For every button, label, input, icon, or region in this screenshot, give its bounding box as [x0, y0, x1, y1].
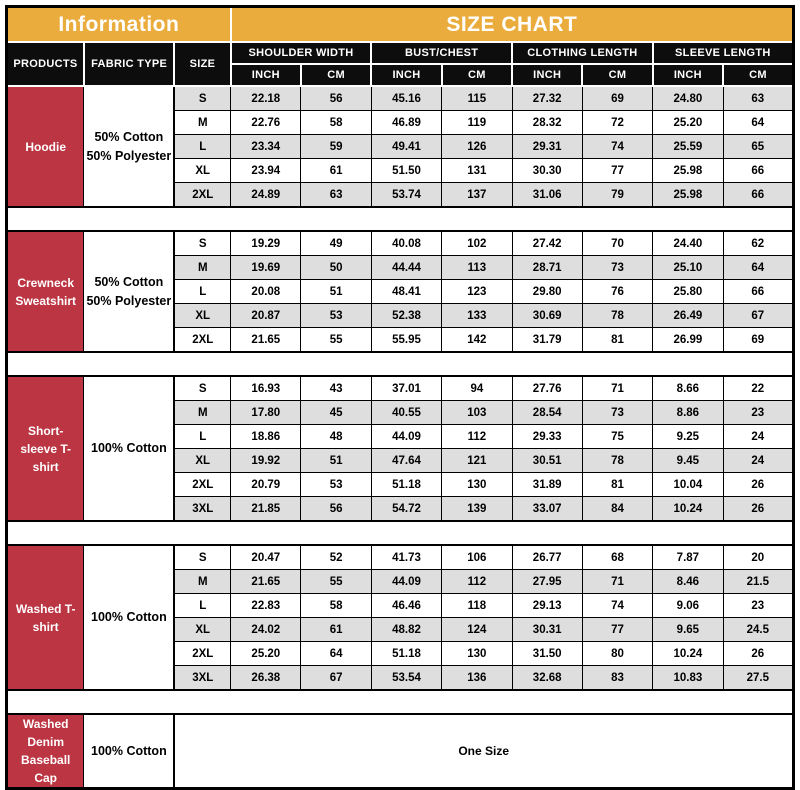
size-cell: L — [174, 594, 230, 618]
value-cell: 70 — [582, 231, 652, 256]
value-cell: 113 — [442, 256, 512, 280]
value-cell: 51 — [301, 449, 371, 473]
fabric-cell — [84, 376, 174, 521]
size-cell: S — [174, 376, 230, 401]
value-cell: 41.73 — [371, 545, 441, 570]
size-cell: 2XL — [174, 642, 230, 666]
value-cell: 121 — [442, 449, 512, 473]
value-cell: 51.18 — [371, 473, 441, 497]
value-cell: 55 — [301, 570, 371, 594]
separator-cell — [7, 352, 794, 376]
product-section-0 — [7, 86, 794, 207]
value-cell: 20.08 — [231, 280, 301, 304]
product-cell: Crewneck Sweatshirt — [7, 231, 84, 352]
product-section-2 — [7, 376, 794, 521]
value-cell: 29.33 — [512, 425, 582, 449]
value-cell: 21.85 — [231, 497, 301, 522]
value-cell: 45 — [301, 401, 371, 425]
value-cell: 49 — [301, 231, 371, 256]
size-cell: M — [174, 256, 230, 280]
unit-header-shoulder-cm: CM — [301, 64, 371, 86]
product-cell: Short-sleeve T-shirt — [7, 376, 84, 521]
value-cell: 66 — [723, 159, 793, 183]
section-separator — [7, 207, 794, 231]
value-cell: 9.25 — [653, 425, 723, 449]
section-separator — [7, 521, 794, 545]
value-cell: 30.30 — [512, 159, 582, 183]
size-row — [7, 86, 794, 111]
value-cell: 66 — [723, 183, 793, 208]
value-cell: 136 — [442, 666, 512, 691]
value-cell: 64 — [723, 111, 793, 135]
value-cell: 75 — [582, 425, 652, 449]
size-chart-table — [5, 5, 795, 790]
value-cell: 81 — [582, 473, 652, 497]
value-cell: 40.55 — [371, 401, 441, 425]
value-cell: 19.92 — [231, 449, 301, 473]
value-cell: 66 — [723, 280, 793, 304]
size-cell: 3XL — [174, 497, 230, 522]
fabric-cell — [84, 86, 174, 207]
value-cell: 26.38 — [231, 666, 301, 691]
value-cell: 48.41 — [371, 280, 441, 304]
size-cell: M — [174, 401, 230, 425]
size-cell: XL — [174, 304, 230, 328]
fabric-line: 50% Polyester — [86, 148, 172, 163]
value-cell: 130 — [442, 473, 512, 497]
value-cell: 19.69 — [231, 256, 301, 280]
section-separator — [7, 690, 794, 714]
value-cell: 20.47 — [231, 545, 301, 570]
value-cell: 76 — [582, 280, 652, 304]
value-cell: 53 — [301, 473, 371, 497]
value-cell: 80 — [582, 642, 652, 666]
col-header-bust-chest: BUST/CHEST — [371, 42, 512, 64]
value-cell: 28.71 — [512, 256, 582, 280]
product-cell: Washed T-shirt — [7, 545, 84, 690]
value-cell: 51.50 — [371, 159, 441, 183]
value-cell: 59 — [301, 135, 371, 159]
value-cell: 83 — [582, 666, 652, 691]
value-cell: 64 — [301, 642, 371, 666]
value-cell: 112 — [442, 570, 512, 594]
value-cell: 69 — [723, 328, 793, 353]
value-cell: 16.93 — [231, 376, 301, 401]
value-cell: 25.80 — [653, 280, 723, 304]
value-cell: 20.79 — [231, 473, 301, 497]
value-cell: 23 — [723, 401, 793, 425]
value-cell: 28.32 — [512, 111, 582, 135]
fabric-cell — [84, 545, 174, 690]
value-cell: 46.89 — [371, 111, 441, 135]
title-row — [7, 7, 794, 43]
value-cell: 20.87 — [231, 304, 301, 328]
value-cell: 69 — [582, 86, 652, 111]
value-cell: 51.18 — [371, 642, 441, 666]
value-cell: 22.76 — [231, 111, 301, 135]
table-header — [7, 7, 794, 87]
product-section-1 — [7, 231, 794, 352]
size-row — [7, 545, 794, 570]
value-cell: 71 — [582, 376, 652, 401]
value-cell: 78 — [582, 304, 652, 328]
value-cell: 115 — [442, 86, 512, 111]
section-separator — [7, 352, 794, 376]
value-cell: 8.46 — [653, 570, 723, 594]
size-cell: S — [174, 231, 230, 256]
value-cell: 33.07 — [512, 497, 582, 522]
product-cell: Hoodie — [7, 86, 84, 207]
col-header-sleeve-length: SLEEVE LENGTH — [653, 42, 794, 64]
value-cell: 10.83 — [653, 666, 723, 691]
value-cell: 61 — [301, 159, 371, 183]
value-cell: 22.18 — [231, 86, 301, 111]
value-cell: 23.94 — [231, 159, 301, 183]
fabric-cell — [84, 714, 174, 789]
product-cell: Washed Denim Baseball Cap — [7, 714, 84, 789]
value-cell: 20 — [723, 545, 793, 570]
value-cell: 49.41 — [371, 135, 441, 159]
value-cell: 124 — [442, 618, 512, 642]
value-cell: 56 — [301, 86, 371, 111]
value-cell: 25.98 — [653, 159, 723, 183]
separator-cell — [7, 207, 794, 231]
value-cell: 9.06 — [653, 594, 723, 618]
value-cell: 26 — [723, 473, 793, 497]
information-title: Information — [7, 7, 231, 43]
value-cell: 67 — [301, 666, 371, 691]
size-cell: L — [174, 280, 230, 304]
value-cell: 24 — [723, 425, 793, 449]
value-cell: 25.20 — [231, 642, 301, 666]
value-cell: 78 — [582, 449, 652, 473]
value-cell: 44.44 — [371, 256, 441, 280]
value-cell: 118 — [442, 594, 512, 618]
value-cell: 29.31 — [512, 135, 582, 159]
value-cell: 142 — [442, 328, 512, 353]
value-cell: 77 — [582, 159, 652, 183]
value-cell: 52 — [301, 545, 371, 570]
value-cell: 21.65 — [231, 570, 301, 594]
unit-header-sleeve-cm: CM — [723, 64, 793, 86]
value-cell: 63 — [723, 86, 793, 111]
value-cell: 84 — [582, 497, 652, 522]
value-cell: 21.65 — [231, 328, 301, 353]
value-cell: 25.10 — [653, 256, 723, 280]
value-cell: 137 — [442, 183, 512, 208]
value-cell: 26.49 — [653, 304, 723, 328]
value-cell: 48.82 — [371, 618, 441, 642]
value-cell: 40.08 — [371, 231, 441, 256]
fabric-line: 50% Cotton — [94, 130, 164, 145]
separator-cell — [7, 690, 794, 714]
value-cell: 123 — [442, 280, 512, 304]
unit-header-clothing-inch: INCH — [512, 64, 582, 86]
value-cell: 30.51 — [512, 449, 582, 473]
value-cell: 31.89 — [512, 473, 582, 497]
value-cell: 25.98 — [653, 183, 723, 208]
value-cell: 73 — [582, 256, 652, 280]
value-cell: 73 — [582, 401, 652, 425]
fabric-line: 100% Cotton — [91, 610, 167, 625]
value-cell: 25.20 — [653, 111, 723, 135]
value-cell: 24.02 — [231, 618, 301, 642]
value-cell: 45.16 — [371, 86, 441, 111]
value-cell: 37.01 — [371, 376, 441, 401]
value-cell: 19.29 — [231, 231, 301, 256]
value-cell: 56 — [301, 497, 371, 522]
value-cell: 26.77 — [512, 545, 582, 570]
value-cell: 50 — [301, 256, 371, 280]
value-cell: 8.66 — [653, 376, 723, 401]
fabric-cell — [84, 231, 174, 352]
value-cell: 61 — [301, 618, 371, 642]
unit-header-sleeve-inch: INCH — [653, 64, 723, 86]
value-cell: 22.83 — [231, 594, 301, 618]
value-cell: 131 — [442, 159, 512, 183]
value-cell: 77 — [582, 618, 652, 642]
value-cell: 62 — [723, 231, 793, 256]
value-cell: 126 — [442, 135, 512, 159]
col-header-shoulder-width: SHOULDER WIDTH — [231, 42, 372, 64]
value-cell: 28.54 — [512, 401, 582, 425]
separator-cell — [7, 521, 794, 545]
value-cell: 55.95 — [371, 328, 441, 353]
value-cell: 53.74 — [371, 183, 441, 208]
value-cell: 27.32 — [512, 86, 582, 111]
size-cell: 3XL — [174, 666, 230, 691]
value-cell: 106 — [442, 545, 512, 570]
col-header-products: PRODUCTS — [7, 42, 84, 86]
col-header-fabric-type: FABRIC TYPE — [84, 42, 174, 86]
value-cell: 29.13 — [512, 594, 582, 618]
value-cell: 119 — [442, 111, 512, 135]
unit-header-bust-cm: CM — [442, 64, 512, 86]
value-cell: 31.06 — [512, 183, 582, 208]
size-cell: S — [174, 86, 230, 111]
value-cell: 133 — [442, 304, 512, 328]
value-cell: 27.5 — [723, 666, 793, 691]
unit-header-bust-inch: INCH — [371, 64, 441, 86]
product-section-4 — [7, 714, 794, 789]
size-cell: L — [174, 425, 230, 449]
value-cell: 102 — [442, 231, 512, 256]
value-cell: 7.87 — [653, 545, 723, 570]
size-row — [7, 376, 794, 401]
value-cell: 21.5 — [723, 570, 793, 594]
size-cell: 2XL — [174, 473, 230, 497]
value-cell: 54.72 — [371, 497, 441, 522]
value-cell: 79 — [582, 183, 652, 208]
value-cell: 10.04 — [653, 473, 723, 497]
size-cell: S — [174, 545, 230, 570]
value-cell: 51 — [301, 280, 371, 304]
value-cell: 26 — [723, 497, 793, 522]
size-cell: L — [174, 135, 230, 159]
size-row — [7, 231, 794, 256]
value-cell: 43 — [301, 376, 371, 401]
value-cell: 32.68 — [512, 666, 582, 691]
size-cell: 2XL — [174, 328, 230, 353]
value-cell: 81 — [582, 328, 652, 353]
unit-header-clothing-cm: CM — [582, 64, 652, 86]
value-cell: 71 — [582, 570, 652, 594]
value-cell: 22 — [723, 376, 793, 401]
fabric-line: 50% Polyester — [86, 293, 172, 308]
value-cell: 18.86 — [231, 425, 301, 449]
value-cell: 9.65 — [653, 618, 723, 642]
value-cell: 10.24 — [653, 497, 723, 522]
value-cell: 55 — [301, 328, 371, 353]
value-cell: 46.46 — [371, 594, 441, 618]
size-cell: XL — [174, 159, 230, 183]
one-size-cell: One Size — [174, 714, 793, 789]
value-cell: 31.79 — [512, 328, 582, 353]
value-cell: 53 — [301, 304, 371, 328]
value-cell: 103 — [442, 401, 512, 425]
value-cell: 58 — [301, 111, 371, 135]
value-cell: 24.40 — [653, 231, 723, 256]
value-cell: 24.80 — [653, 86, 723, 111]
unit-header-shoulder-inch: INCH — [231, 64, 301, 86]
size-cell: XL — [174, 449, 230, 473]
value-cell: 30.31 — [512, 618, 582, 642]
value-cell: 27.76 — [512, 376, 582, 401]
value-cell: 68 — [582, 545, 652, 570]
value-cell: 112 — [442, 425, 512, 449]
size-cell: 2XL — [174, 183, 230, 208]
value-cell: 130 — [442, 642, 512, 666]
size-cell: M — [174, 111, 230, 135]
value-cell: 44.09 — [371, 570, 441, 594]
value-cell: 24.89 — [231, 183, 301, 208]
value-cell: 27.95 — [512, 570, 582, 594]
one-size-row — [7, 714, 794, 789]
fabric-line: 100% Cotton — [91, 743, 167, 758]
value-cell: 31.50 — [512, 642, 582, 666]
value-cell: 8.86 — [653, 401, 723, 425]
value-cell: 23.34 — [231, 135, 301, 159]
value-cell: 9.45 — [653, 449, 723, 473]
value-cell: 67 — [723, 304, 793, 328]
value-cell: 30.69 — [512, 304, 582, 328]
value-cell: 72 — [582, 111, 652, 135]
value-cell: 74 — [582, 135, 652, 159]
value-cell: 24.5 — [723, 618, 793, 642]
value-cell: 25.59 — [653, 135, 723, 159]
value-cell: 17.80 — [231, 401, 301, 425]
col-header-clothing-length: CLOTHING LENGTH — [512, 42, 653, 64]
value-cell: 64 — [723, 256, 793, 280]
value-cell: 94 — [442, 376, 512, 401]
fabric-line: 100% Cotton — [91, 441, 167, 456]
value-cell: 26 — [723, 642, 793, 666]
value-cell: 74 — [582, 594, 652, 618]
column-header-row — [7, 42, 794, 64]
value-cell: 44.09 — [371, 425, 441, 449]
col-header-size: SIZE — [174, 42, 230, 86]
value-cell: 47.64 — [371, 449, 441, 473]
fabric-line: 50% Cotton — [94, 275, 164, 290]
value-cell: 27.42 — [512, 231, 582, 256]
value-cell: 10.24 — [653, 642, 723, 666]
value-cell: 65 — [723, 135, 793, 159]
value-cell: 139 — [442, 497, 512, 522]
size-cell: XL — [174, 618, 230, 642]
value-cell: 29.80 — [512, 280, 582, 304]
value-cell: 48 — [301, 425, 371, 449]
value-cell: 53.54 — [371, 666, 441, 691]
product-section-3 — [7, 545, 794, 690]
value-cell: 63 — [301, 183, 371, 208]
value-cell: 26.99 — [653, 328, 723, 353]
value-cell: 58 — [301, 594, 371, 618]
size-cell: M — [174, 570, 230, 594]
value-cell: 52.38 — [371, 304, 441, 328]
value-cell: 23 — [723, 594, 793, 618]
size-chart-title: SIZE CHART — [231, 7, 794, 43]
value-cell: 24 — [723, 449, 793, 473]
